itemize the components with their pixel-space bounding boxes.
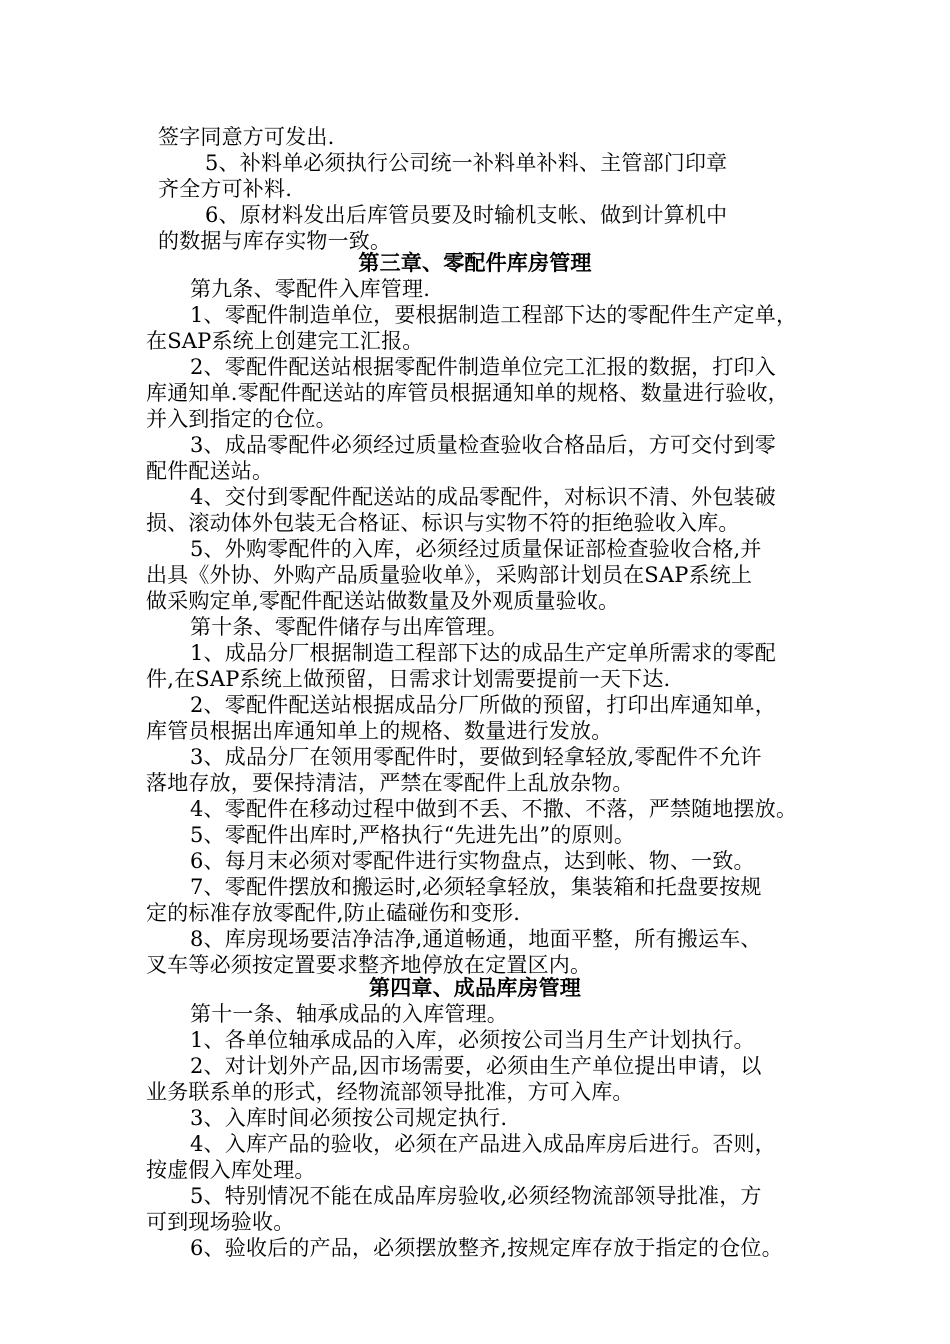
text-line: 6、验收后的产品，必须摆放整齐,按规定库存放于指定的仓位。 [190,1236,783,1260]
section-title: 第九条、零配件入库管理. [190,277,431,301]
text-line: 6、每月末必须对零配件进行实物盘点，达到帐、物、一致。 [190,849,755,873]
text-line: 按虚假入库处理。 [146,1158,316,1182]
text-line: 签字同意方可发出. [158,125,335,149]
text-line: 8、库房现场要洁净洁净,通道畅通，地面平整，所有搬运车、 [190,927,762,951]
text-line: 齐全方可补料. [158,177,293,201]
text-line: 件,在SAP系统上做预留，日需求计划需要提前一天下达. [146,667,671,691]
text-line: 出具《外协、外购产品质量验收单》，采购部计划员在SAP系统上 [146,563,753,587]
text-line: 3、成品分厂在领用零配件时，要做到轻拿轻放,零配件不允许 [190,745,762,769]
section-title: 第十条、零配件储存与出库管理。 [190,615,508,639]
chapter-heading: 第三章、零配件库房管理 [358,250,592,275]
text-line: 损、滚动体外包装无合格证、标识与实物不符的拒绝验收入库。 [146,511,740,535]
text-line: 落地存放，要保持清洁，严禁在零配件上乱放杂物。 [146,771,634,795]
text-line: 1、成品分厂根据制造工程部下达的成品生产定单所需求的零配 [190,641,776,665]
text-line: 业务联系单的形式，经物流部领导批准，方可入库。 [146,1080,634,1104]
text-line: 在SAP系统上创建完工汇报。 [146,329,424,353]
text-line: 3、成品零配件必须经过质量检查验收合格品后，方可交付到零 [190,433,776,457]
text-line: 可到现场验收。 [146,1210,295,1234]
text-line: 做采购定单,零配件配送站做数量及外观质量验收。 [146,589,620,613]
text-line: 6、原材料发出后库管员要及时输机支帐、做到计算机中 [205,203,728,227]
text-line: 4、交付到零配件配送站的成品零配件，对标识不清、外包装破 [190,485,776,509]
section-title: 第十一条、轴承成品的入库管理。 [190,1002,508,1026]
text-line: 配件配送站。 [146,459,274,483]
text-line: 库通知单.零配件配送站的库管员根据通知单的规格、数量进行验收， [146,381,789,405]
text-line: 5、特别情况不能在成品库房验收,必须经物流部领导批准，方 [190,1184,762,1208]
text-line: 2、零配件配送站根据零配件制造单位完工汇报的数据，打印入 [190,355,776,379]
text-line: 3、入库时间必须按公司规定执行. [190,1106,508,1130]
chapter-heading: 第四章、成品库房管理 [369,975,581,1000]
text-line: 7、零配件摆放和搬运时,必须轻拿轻放，集装箱和托盘要按规 [190,875,762,899]
text-line: 并入到指定的仓位。 [146,407,337,431]
text-line: 5、外购零配件的入库，必须经过质量保证部检查验收合格,并 [190,537,762,561]
text-line: 叉车等必须按定置要求整齐地停放在定置区内。 [146,953,592,977]
text-line: 5、补料单必须执行公司统一补料单补料、主管部门印章 [205,151,728,175]
text-line: 1、零配件制造单位，要根据制造工程部下达的零配件生产定单， [190,303,798,327]
text-line: 的数据与库存实物一致。 [158,229,392,253]
text-line: 4、入库产品的验收，必须在产品进入成品库房后进行。否则， [190,1132,776,1156]
text-line: 5、零配件出库时,严格执行“先进先出”的原则。 [190,823,636,847]
text-line: 库管员根据出库通知单上的规格、数量进行发放。 [146,719,613,743]
text-line: 2、对计划外产品,因市场需要，必须由生产单位提出申请，以 [190,1054,762,1078]
text-line: 2、零配件配送站根据成品分厂所做的预留，打印出库通知单， [190,693,776,717]
text-line: 定的标准存放零配件,防止磕碰伤和变形. [146,901,521,925]
text-line: 1、各单位轴承成品的入库，必须按公司当月生产计划执行。 [190,1028,755,1052]
text-line: 4、零配件在移动过程中做到不丢、不撒、不落，严禁随地摆放。 [190,797,798,821]
